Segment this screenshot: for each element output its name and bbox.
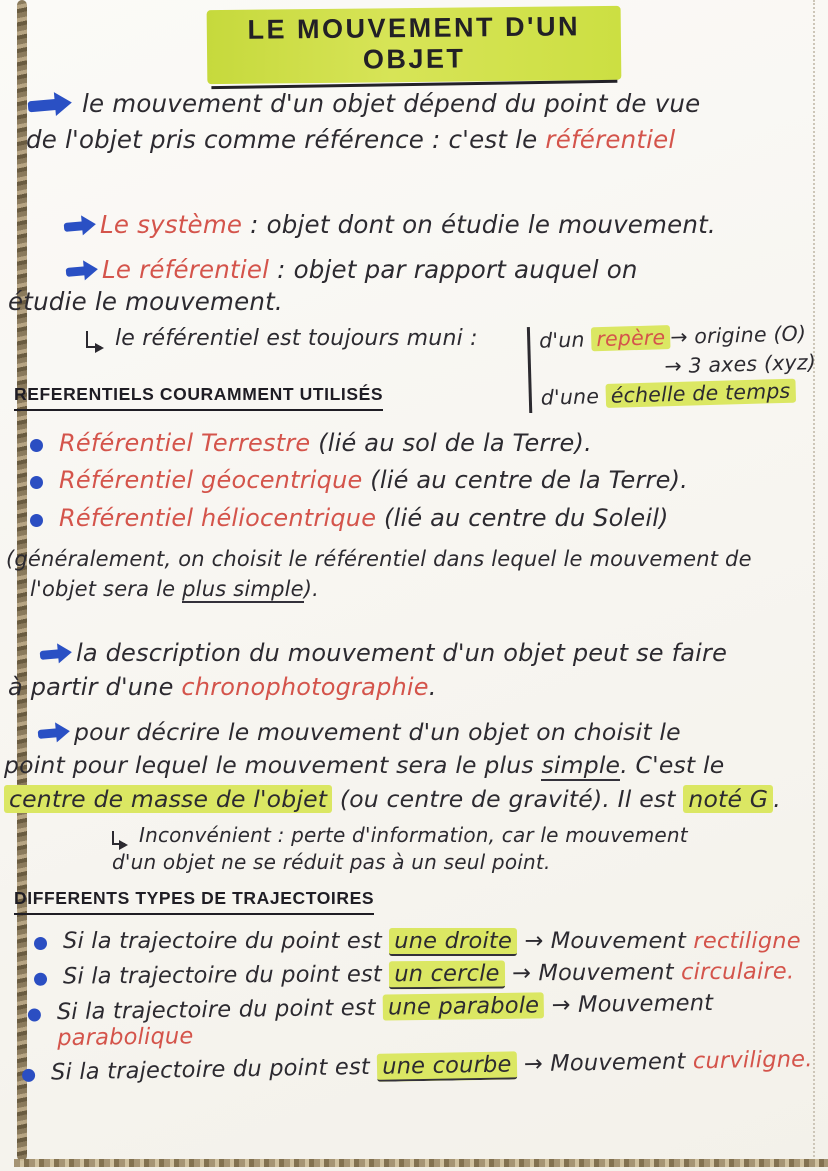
bullet-dot-icon xyxy=(30,514,43,527)
page-title-text: LE MOUVEMENT D'UN OBJET xyxy=(207,6,622,84)
chronophotographie-term: chronophotographie xyxy=(181,673,429,702)
section-trajectoires xyxy=(14,888,374,915)
desc-line2-end: . xyxy=(428,673,437,702)
echelle-term: échelle de temps xyxy=(605,379,795,408)
axes-line: → 3 axes (xyz) xyxy=(664,349,817,378)
blue-arrow-icon xyxy=(64,221,87,232)
referentiel-choice-note xyxy=(6,545,820,605)
list-item xyxy=(30,505,820,531)
traj-highlight: un cercle xyxy=(389,960,505,989)
repere-bracket xyxy=(527,319,821,413)
return-arrow-icon xyxy=(86,331,101,348)
blue-arrow-icon xyxy=(38,728,61,739)
referentiel-def-line1: : objet par rapport auquel on xyxy=(277,255,638,284)
intro-term-referentiel: référentiel xyxy=(545,124,676,154)
blue-arrow-icon xyxy=(66,266,89,277)
desc-line2: à partir d'une xyxy=(8,673,174,702)
list-item xyxy=(30,467,820,493)
traj-pre: Si la trajectoire du point est xyxy=(56,994,376,1026)
traj-type: circulaire. xyxy=(680,958,795,986)
traj-type: parabolique xyxy=(57,1023,194,1052)
section-referentiels xyxy=(14,384,383,411)
muni-text: le référentiel est toujours muni : xyxy=(115,326,478,351)
inconvenient-line1: Inconvénient : perte d'information, car le mouvement xyxy=(139,823,688,847)
page-title xyxy=(207,6,622,88)
referentiels-list xyxy=(30,430,820,542)
bullet-def: (lié au centre du Soleil) xyxy=(384,503,669,532)
decrire-line3-end: . xyxy=(773,784,781,813)
decrire-line1: pour décrire le mouvement d'un objet on choisit le xyxy=(74,718,681,746)
repere-post: → origine (O) xyxy=(669,321,807,350)
traj-pre: Si la trajectoire du point est xyxy=(63,928,382,954)
systeme-def: : objet dont on étudie le mouvement. xyxy=(250,210,716,239)
traj-highlight: une parabole xyxy=(383,992,545,1020)
bullet-def: (lié au sol de la Terre). xyxy=(318,429,592,457)
intro-paragraph xyxy=(26,86,816,157)
traj-type: rectiligne xyxy=(693,928,801,954)
note-line2-end: ). xyxy=(303,576,320,601)
traj-type: curviligne. xyxy=(692,1046,813,1075)
desc-line1: la description du mouvement d'un objet peut se faire xyxy=(76,639,728,667)
paper-bottom-edge xyxy=(14,1159,828,1167)
bullet-dot-icon xyxy=(22,1069,35,1082)
inconvenient-note xyxy=(112,822,688,876)
list-item xyxy=(30,430,820,456)
section-trajectoires-heading: DIFFERENTS TYPES DE TRAJECTOIRES xyxy=(14,888,374,915)
definition-referentiel xyxy=(8,254,638,319)
note-underlined: plus simple xyxy=(182,576,304,601)
bullet-dot-icon xyxy=(30,439,43,452)
decrire-line2: point pour lequel le mouvement sera le plus xyxy=(4,751,534,780)
referentiel-def-line2: étudie le mouvement. xyxy=(8,287,283,317)
echelle-pre: d'une xyxy=(540,384,600,411)
repere-pre: d'un xyxy=(538,327,585,353)
bullet-dot-icon xyxy=(28,1008,41,1021)
return-arrow-icon xyxy=(112,831,125,845)
simple-underlined: simple xyxy=(541,751,621,780)
traj-mid: → Mouvement xyxy=(551,989,714,1019)
bullet-term: Référentiel Terrestre xyxy=(59,429,311,457)
list-item xyxy=(28,988,825,1051)
inconvenient-line2: d'un objet ne se réduit pas à un seul point. xyxy=(112,850,551,874)
blue-arrow-icon xyxy=(40,649,63,660)
note-g-highlight: noté G xyxy=(683,785,773,813)
traj-mid: → Mouvement xyxy=(511,959,674,987)
referentiel-muni-note xyxy=(86,326,478,351)
traj-pre: Si la trajectoire du point est xyxy=(62,961,382,990)
list-item xyxy=(22,1046,824,1086)
note-line1: (généralement, on choisit le référentiel dans lequel le mouvement de xyxy=(6,547,752,571)
bullet-term: Référentiel héliocentrique xyxy=(59,503,377,532)
intro-line1: le mouvement d'un objet dépend du point de vue xyxy=(82,89,701,118)
trajectoires-list xyxy=(34,928,824,1086)
bullet-dot-icon xyxy=(34,973,47,986)
traj-highlight: une courbe xyxy=(377,1051,517,1081)
description-paragraph xyxy=(8,636,816,704)
repere-term: repère xyxy=(591,325,671,351)
referentiel-term: Le référentiel xyxy=(102,255,270,284)
traj-highlight: une droite xyxy=(389,928,517,956)
section-referentiels-heading: REFERENTIELS COURAMMENT UTILISÉS xyxy=(14,384,383,411)
traj-mid: → Mouvement xyxy=(524,928,687,954)
traj-mid: → Mouvement xyxy=(523,1048,686,1078)
bullet-term: Référentiel géocentrique xyxy=(59,466,363,495)
list-item xyxy=(34,928,824,954)
bullet-dot-icon xyxy=(30,476,43,489)
bullet-def: (lié au centre de la Terre). xyxy=(370,466,688,495)
centre-de-masse-highlight: centre de masse de l'objet xyxy=(4,785,332,813)
centre-de-masse-paragraph xyxy=(4,716,822,816)
note-line2: l'objet sera le xyxy=(30,576,176,601)
decrire-line2-end: . C'est le xyxy=(620,751,725,780)
bullet-dot-icon xyxy=(34,937,47,950)
definition-systeme xyxy=(62,210,716,239)
list-item xyxy=(34,958,824,990)
decrire-line3-mid: (ou centre de gravité). Il est xyxy=(339,784,676,813)
blue-arrow-icon xyxy=(28,98,61,112)
traj-pre: Si la trajectoire du point est xyxy=(50,1053,371,1086)
systeme-term: Le système xyxy=(100,210,243,239)
intro-line2: de l'objet pris comme référence : c'est le xyxy=(26,124,538,154)
